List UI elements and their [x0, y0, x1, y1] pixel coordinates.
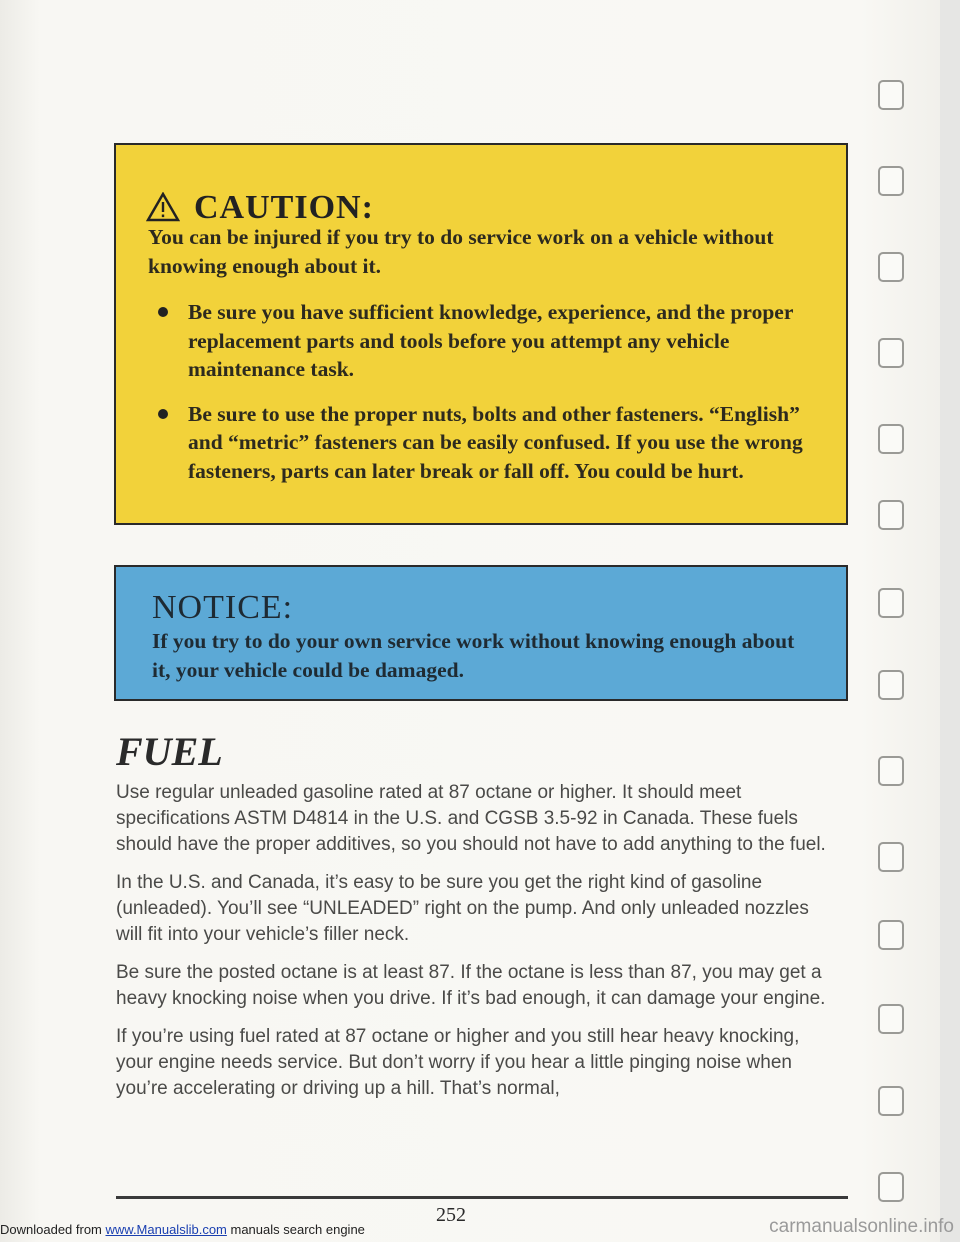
- section-title: FUEL: [116, 729, 223, 774]
- index-tab: [878, 1172, 904, 1202]
- caution-bullets: [148, 298, 808, 485]
- warning-triangle-icon: [146, 192, 180, 222]
- index-tab: [878, 252, 904, 282]
- page-edge: [940, 0, 960, 1242]
- index-tab: [878, 842, 904, 872]
- watermark-prefix: Downloaded from: [0, 1222, 106, 1237]
- index-tab: [878, 756, 904, 786]
- index-tab: [878, 1004, 904, 1034]
- index-tab: [878, 338, 904, 368]
- caution-body: [148, 223, 808, 501]
- page-number: 252: [436, 1204, 466, 1226]
- index-tab: [878, 500, 904, 530]
- paragraph: If you’re using fuel rated at 87 octane or higher and you still hear heavy knocking, your engine needs service. But don’t worry if you hear a little pinging noise when you’re accelerating or driving up a hill. That’s normal,: [116, 1026, 800, 1099]
- notice-heading: NOTICE:: [152, 589, 294, 626]
- index-tab: [878, 670, 904, 700]
- paragraph: Be sure the posted octane is at least 87. If the octane is less than 87, you may get a heavy knocking noise when you drive. If it’s bad enough, it can damage your engine.: [116, 962, 826, 1009]
- index-tab: [878, 166, 904, 196]
- index-tab: [878, 588, 904, 618]
- site-watermark: carmanualsonline.info: [769, 1216, 954, 1237]
- caution-bullet: Be sure you have sufficient knowledge, experience, and the proper replacement parts and tools before you attempt any vehicle maintenance task.: [148, 298, 808, 384]
- caution-box: [114, 143, 848, 525]
- watermark-suffix: manuals search engine: [226, 1222, 365, 1237]
- notice-text: If you try to do your own service work without knowing enough about it, your vehicle could be damaged.: [152, 629, 795, 682]
- manualslib-link[interactable]: www.Manualslib.com: [105, 1222, 227, 1237]
- caution-title: CAUTION:: [194, 189, 374, 226]
- index-tab: [878, 80, 904, 110]
- download-watermark: [0, 1222, 365, 1237]
- paragraph: Use regular unleaded gasoline rated at 87 octane or higher. It should meet specifications ASTM D4814 in the U.S. and CGSB 3.5-92 in Canada. These fuels should have the proper additives, so you should not have to add anything to the fuel.: [116, 782, 826, 855]
- index-tab: [878, 424, 904, 454]
- index-tab: [878, 1086, 904, 1116]
- paragraph: In the U.S. and Canada, it’s easy to be sure you get the right kind of gasoline (unleaded). You’ll see “UNLEADED” right on the pump. And only unleaded nozzles will fit into your vehicle’s filler neck.: [116, 872, 809, 945]
- caution-heading: [146, 189, 374, 227]
- caution-intro: You can be injured if you try to do service work on a vehicle without knowing enough about it.: [148, 225, 774, 278]
- fuel-body: [116, 780, 834, 1114]
- caution-bullet: Be sure to use the proper nuts, bolts and other fasteners. “English” and “metric” fasteners can be easily confused. If you use the wrong fasteners, parts can later break or fall off. You could be hurt.: [148, 400, 808, 486]
- index-tab: [878, 920, 904, 950]
- footer-rule: [116, 1196, 848, 1199]
- notice-box: [114, 565, 848, 701]
